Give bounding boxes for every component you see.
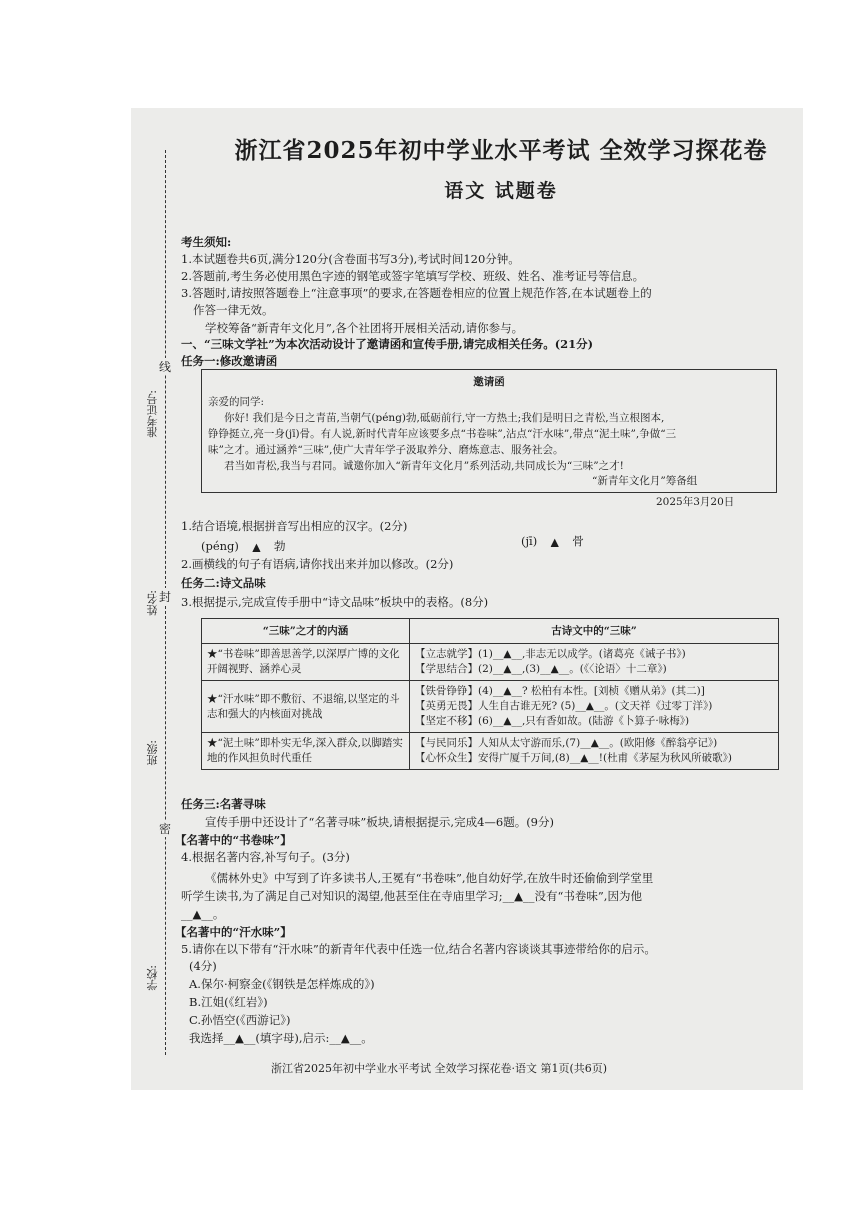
school-label: 学校: xyxy=(146,965,159,991)
table-cell-hanshui-poems xyxy=(410,681,779,733)
q5-option-b: B.江姐(《红岩》) xyxy=(189,995,268,1009)
q5-score: (4分) xyxy=(189,959,217,973)
question-1: 1.结合语境,根据拼音写出相应的汉字。(2分) xyxy=(181,519,408,533)
notice-item-2: 2.答题前,考生务必使用黑色字迹的钢笔或签字笔填写学校、班级、姓名、准考证号等信息。 xyxy=(181,269,645,283)
letter-signature: “新青年文化月”筹备组 xyxy=(592,475,698,487)
table-row xyxy=(202,644,779,681)
poem-line: 【坚定不移】(6)__▲__,只有香如故。(陆游《卜算子·咏梅》) xyxy=(415,715,690,727)
poetry-table xyxy=(201,618,779,770)
table-header-right: 古诗文中的“三味” xyxy=(410,619,779,644)
q1-a-pinyin: (péng) xyxy=(201,539,239,553)
table-cell-nitu-poems xyxy=(410,733,779,770)
section1-heading: 一、“三味文学社”为本次活动设计了邀请函和宣传手册,请完成相关任务。(21分) xyxy=(181,337,594,351)
seal-mark-mi: 密 xyxy=(159,822,172,836)
q1-b-blank: ▲ xyxy=(550,537,559,548)
q4-line-2: 听学生读书,为了满足自己对知识的渴望,他甚至住在寺庙里学习;__▲__没有“书卷味”,因为他 xyxy=(181,889,642,903)
sub1-heading: 【名著中的“书卷味”】 xyxy=(175,833,292,847)
seal-mark-feng: 封 xyxy=(159,590,172,604)
question-5: 5.请你在以下带有“汗水味”的新青年代表中任选一位,结合名著内容谈谈其事迹带给你的启示。 xyxy=(181,942,656,956)
letter-line-2: 铮铮挺立,亮一身(jī)骨。有人说,新时代青年应该要多点“书卷味”,沾点“汗水味”,带点“泥土味”,争做“三 xyxy=(208,428,677,440)
q1-b-suffix: 骨 xyxy=(572,534,584,548)
q1-b-pinyin: (jī) xyxy=(521,534,538,548)
q4-line-3: __▲__。 xyxy=(181,907,225,921)
question-2: 2.画横线的句子有语病,请你找出来并加以修改。(2分) xyxy=(181,557,454,571)
table-header-left: “三味”之才的内涵 xyxy=(202,619,410,644)
seal-mark-xian: 线 xyxy=(159,360,172,374)
table-row xyxy=(202,733,779,770)
letter-line-4: 君当如青松,我当与君同。诚邀你加入“新青年文化月”系列活动,共同成长为“三味”之才! xyxy=(224,460,624,472)
letter-date: 2025年3月20日 xyxy=(656,496,735,508)
sub2-heading: 【名著中的“汗水味”】 xyxy=(175,925,292,939)
q1-answer-a xyxy=(201,538,285,556)
notice-heading: 考生须知: xyxy=(181,235,232,249)
class-label: 班级: xyxy=(146,740,159,766)
letter-line-1: 你好! 我们是今日之青苗,当朝气(péng)勃,砥砺前行,守一方热土;我们是明日之青松,当立根图本, xyxy=(224,412,665,424)
q1-a-suffix: 勃 xyxy=(273,539,286,553)
letter-title: 邀请函 xyxy=(473,376,505,388)
q1-answer-b xyxy=(521,533,584,551)
notice-item-1: 1.本试题卷共6页,满分120分(含卷面书写3分),考试时间120分钟。 xyxy=(181,252,520,266)
name-label: 姓名: xyxy=(146,590,159,616)
q5-option-c: C.孙悟空(《西游记》) xyxy=(189,1013,291,1027)
poem-line: 【立志就学】(1)__▲__,非志无以成学。(诸葛亮《诫子书》) xyxy=(415,648,686,660)
task1-heading: 任务一:修改邀请函 xyxy=(181,354,278,368)
table-row xyxy=(202,681,779,733)
poem-line: 【与民同乐】人知从太守游而乐,(7)__▲__。(欧阳修《醉翁亭记》) xyxy=(415,737,718,749)
letter-line-3: 味”之才。通过涵养“三味”,使广大青年学子汲取养分、磨炼意志、服务社会。 xyxy=(208,444,564,456)
task2-heading: 任务二:诗文品味 xyxy=(181,576,266,590)
table-cell-nitu: ★“泥土味”即朴实无华,深入群众,以脚踏实地的作风担负时代重任 xyxy=(202,733,410,770)
q1-a-blank: ▲ xyxy=(252,542,261,553)
table-cell-shujuan-poems xyxy=(410,644,779,681)
notice-item-4: 作答一律无效。 xyxy=(193,303,274,317)
task3-intro: 宣传手册中还设计了“名著寻味”板块,请根据提示,完成4—6题。(9分) xyxy=(205,815,554,829)
notice-item-3: 3.答题时,请按照答题卷上“注意事项”的要求,在答题卷相应的位置上规范作答,在本试题卷上的 xyxy=(181,286,652,300)
q4-line-1: 《儒林外史》中写到了许多读书人,王冕有“书卷味”,他自幼好学,在放牛时还偷偷到学堂里 xyxy=(205,871,654,885)
question-3: 3.根据提示,完成宣传手册中“诗文品味”板块中的表格。(8分) xyxy=(181,595,489,609)
q5-option-a: A.保尔·柯察金(《钢铁是怎样炼成的》) xyxy=(189,977,375,991)
poem-line: 【心怀众生】安得广厦千万间,(8)__▲__!(杜甫《茅屋为秋风所破歌》) xyxy=(415,752,732,764)
letter-greeting: 亲爱的同学: xyxy=(208,396,265,408)
exam-title: 浙江省2025年初中学业水平考试 全效学习探花卷 xyxy=(234,137,768,164)
table-header-row xyxy=(202,619,779,644)
poem-line: 【学思结合】(2)__▲__,(3)__▲__。(《〈论语〉十二章》) xyxy=(415,663,667,675)
invitation-letter-box xyxy=(201,369,777,493)
table-cell-shujuan: ★“书卷味”即善思善学,以深厚广博的文化开阔视野、涵养心灵 xyxy=(202,644,410,681)
exam-subtitle: 语文 试题卷 xyxy=(444,180,558,202)
exam-number-label: 准考证号: xyxy=(146,390,159,438)
exam-paper xyxy=(131,108,803,1090)
page-footer: 浙江省2025年初中学业水平考试 全效学习探花卷·语文 第1页(共6页) xyxy=(271,1062,608,1075)
q5-answer: 我选择__▲__(填字母),启示:__▲__。 xyxy=(189,1031,373,1045)
task3-heading: 任务三:名著寻味 xyxy=(181,797,266,811)
poem-line: 【铁骨铮铮】(4)__▲__? 松柏有本性。[刘桢《赠从弟》(其二)] xyxy=(415,685,705,697)
intro-text: 学校筹备“新青年文化月”,各个社团将开展相关活动,请你参与。 xyxy=(205,321,524,335)
table-cell-hanshui: ★“汗水味”即不敷衍、不退缩,以坚定的斗志和强大的内核面对挑战 xyxy=(202,681,410,733)
poem-line: 【英勇无畏】人生自古谁无死? (5)__▲__。(文天祥《过零丁洋》) xyxy=(415,700,713,712)
question-4: 4.根据名著内容,补写句子。(3分) xyxy=(181,850,350,864)
